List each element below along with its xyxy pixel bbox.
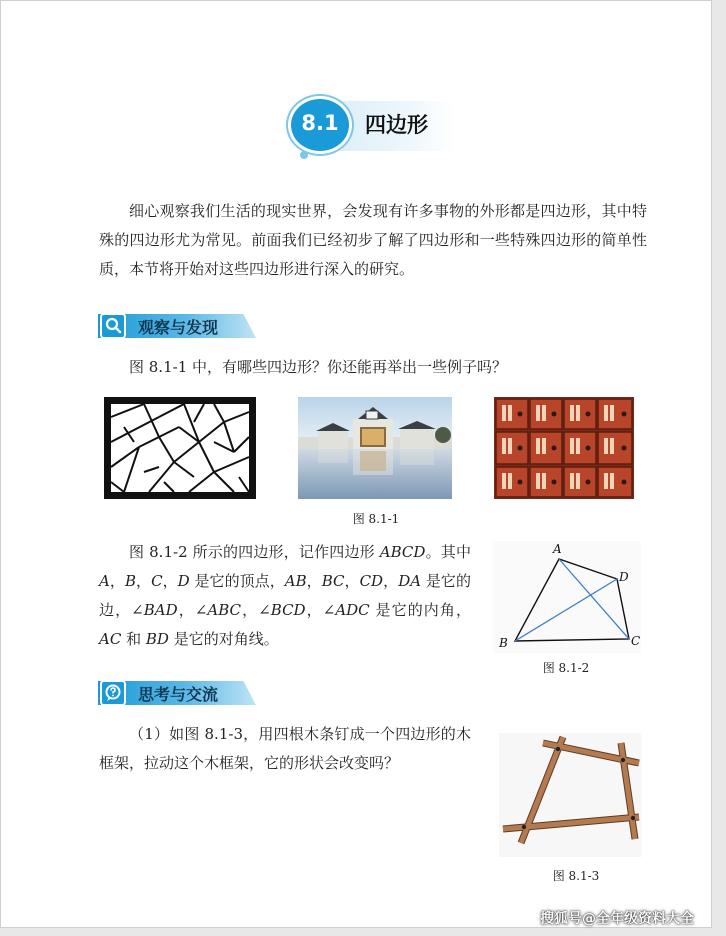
- text-segment: ，: [383, 572, 399, 590]
- section-title: 四边形: [365, 113, 428, 137]
- quadrilateral-abcd-figure: [493, 541, 641, 653]
- text-segment: 和: [121, 630, 146, 648]
- text-segment: 。其中: [425, 543, 471, 561]
- vertex-label-c: C: [631, 634, 641, 648]
- math-angle: ADC: [335, 601, 370, 619]
- math-diagonal: BD: [145, 630, 169, 648]
- text-segment: ，∠: [305, 601, 336, 619]
- figure-8-1-1-caption: 图 8.1-1: [352, 512, 400, 526]
- vertex-label-d: D: [619, 570, 629, 584]
- text-segment: 图 8.1-2 所示的四边形，记作四边形: [129, 543, 380, 561]
- text-segment: ，∠: [177, 601, 208, 619]
- math-side: AB: [284, 572, 307, 590]
- text-segment: 是它的顶点，: [189, 572, 285, 590]
- section-header: [285, 95, 455, 159]
- text-segment: ，: [135, 572, 152, 590]
- lattice-window-photo: [104, 397, 256, 499]
- text-segment: ，: [344, 572, 360, 590]
- section-number: 8.1: [301, 111, 339, 135]
- math-side: CD: [359, 572, 384, 590]
- math-vertex: B: [124, 572, 136, 590]
- think-header: [98, 679, 256, 707]
- math-angle: ABC: [207, 601, 242, 619]
- section-dot: [300, 151, 308, 159]
- vertex-label-a: A: [553, 542, 562, 556]
- wooden-frame-figure: [499, 733, 642, 857]
- text-segment: ，∠: [241, 601, 271, 619]
- intro-paragraph: 细心观察我们生活的现实世界，会发现有许多事物的外形都是四边形，其中特殊的四边形尤为常见。前面我们已经初步了解了四边形和一些特殊四边形的简单性质，本节将开始对这些四边形进行深入的研究。: [99, 202, 647, 278]
- figure-8-1-3-caption: 图 8.1-3: [552, 869, 600, 883]
- observe-label: 观察与发现: [138, 318, 219, 337]
- quad-definition-paragraph: [99, 538, 471, 654]
- observe-question: 图 8.1-1 中，有哪些四边形？你还能再举出一些例子吗？: [129, 358, 508, 376]
- math-angle: BCD: [270, 601, 306, 619]
- text-segment: ，: [306, 572, 322, 590]
- chat-question-icon: [100, 680, 126, 706]
- drawer-cabinet-photo: [494, 397, 634, 499]
- math-vertex: D: [177, 572, 190, 590]
- math-vertex: C: [151, 572, 163, 590]
- math-quad-name: ABCD: [379, 543, 426, 561]
- text-segment: ，: [162, 572, 178, 590]
- magnifier-icon: [100, 313, 126, 339]
- math-angle: BAD: [143, 601, 178, 619]
- math-vertex: A: [99, 572, 110, 590]
- observe-header: [98, 312, 256, 340]
- think-question: （1）如图 8.1-3，用四根木条钉成一个四边形的木框架，拉动这个木框架，它的形状会改变吗？: [99, 725, 471, 772]
- math-diagonal: AC: [99, 630, 122, 648]
- figure-8-1-2-caption: 图 8.1-2: [542, 661, 590, 675]
- vertex-label-b: B: [499, 636, 508, 650]
- text-segment: ，: [109, 572, 125, 590]
- museum-photo: [298, 397, 452, 499]
- text-segment: 是它的内角，: [369, 601, 471, 619]
- text-segment: 是它的对角线。: [168, 630, 279, 648]
- think-label: 思考与交流: [138, 685, 219, 704]
- math-side: DA: [398, 572, 422, 590]
- text-segment: 是它的边，∠: [99, 572, 471, 619]
- math-side: BC: [321, 572, 345, 590]
- watermark: 搜狐号@全年级资料大全: [540, 911, 694, 927]
